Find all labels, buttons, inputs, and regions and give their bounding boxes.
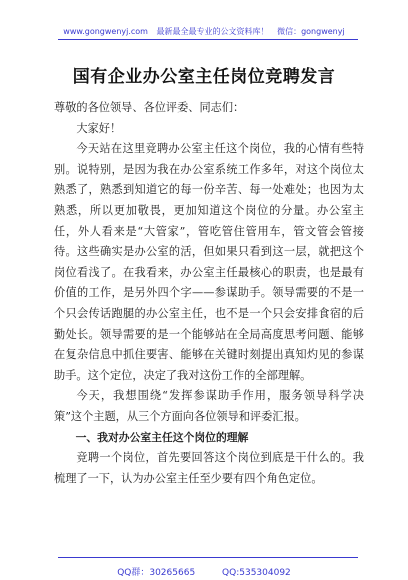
header-rule <box>58 39 358 40</box>
salutation: 尊敬的各位领导、各位评委、同志们： <box>54 101 245 114</box>
header-slogan: 最新最全最专业的公文资料库！ <box>156 27 269 36</box>
page-footer <box>0 565 408 578</box>
document-title: 国有企业办公室主任岗位竞聘发言 <box>72 67 336 87</box>
body-paragraph: 今天站在这里竞聘办公室主任这个岗位，我的心情有些特别。说特别，是因为我在办公室系统工作多年，对这个岗位太熟悉了，熟悉到知道它的每一份辛苦、每一处难处；也因为太熟悉，所以更加敬畏，更加知道这个岗位的分量。办公室主任，外人看来是“大管家”，管吃管住管用车，管文管会管接待。这些确实是办公室的活，但如果只看到这一层，就把这个岗位看浅了。在我看来，办公室主任最核心的职责，也是最有价值的工作，是另外四个字——参谋助手。领导需要的不是一个只会传话跑腿的办公室主任，也不是一个只会安排食宿的后勤处长。领导需要的是一个能够站在全局高度思考问题、能够在复杂信息中抓住要害、能够在关键时刻提出真知灼见的参谋助手。这个定位，决定了我对这份工作的全部理解。 <box>54 142 364 382</box>
header-wechat: 微信：gongwenyj <box>277 27 345 36</box>
footer-rule <box>58 557 358 558</box>
footer-qq-group: QQ群：30265665 <box>117 568 196 578</box>
section-heading: 一、我对办公室主任这个岗位的理解 <box>75 430 249 444</box>
document-body <box>54 98 364 489</box>
body-paragraph: 竞聘一个岗位，首先要回答这个岗位到底是干什么的。我梳理了一下，认为办公室主任至少要有四个角色定位。 <box>54 451 364 485</box>
body-paragraph: 今天，我想围绕“发挥参谋助手作用，服务领导科学决策”这个主题，从三个方面向各位领导和评委汇报。 <box>54 389 364 423</box>
greeting: 大家好！ <box>76 121 122 135</box>
footer-qq: QQ:535304092 <box>222 568 291 578</box>
page-header <box>0 26 408 37</box>
header-site[interactable]: www.gongwenyj.com <box>63 27 148 36</box>
